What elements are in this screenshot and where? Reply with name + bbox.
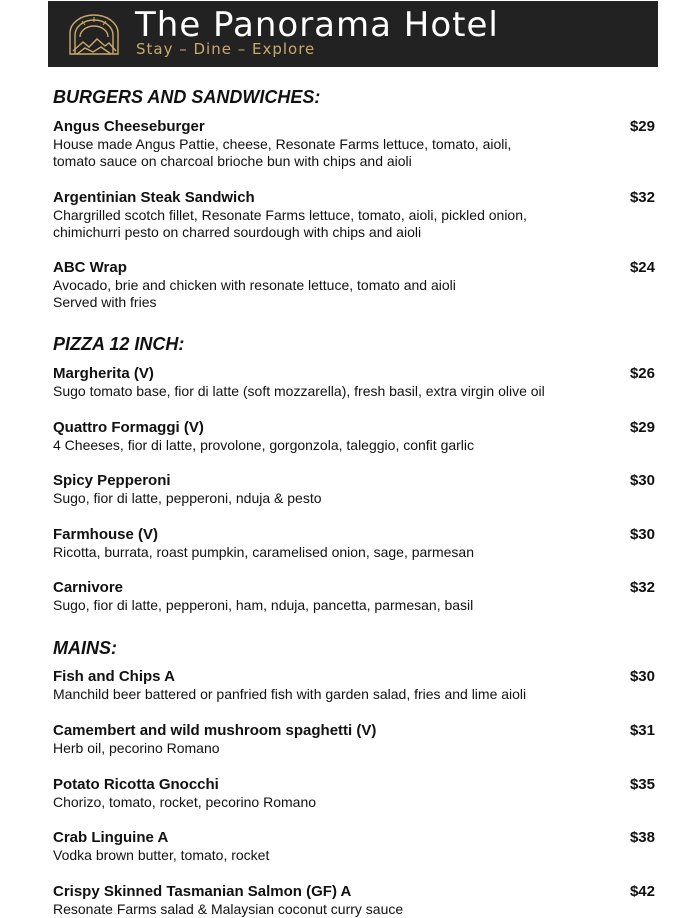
section-title-mains: MAINS: [53, 638, 117, 658]
menu-item [53, 722, 658, 757]
item-price: $38 [629, 829, 655, 846]
item-price: $29 [629, 419, 655, 436]
item-description: Sugo, fior di latte, pepperoni, nduja & pesto [53, 490, 322, 506]
hotel-title: The Panorama Hotel [135, 5, 499, 45]
menu-item [53, 189, 658, 241]
item-price: $29 [629, 118, 655, 135]
item-price: $26 [629, 365, 655, 382]
item-name: ABC Wrap [53, 259, 127, 276]
menu-item [53, 883, 658, 918]
menu-item [53, 365, 658, 400]
hotel-header [48, 1, 658, 67]
item-description: Avocado, brie and chicken with resonate lettuce, tomato and aioli Served with fries [53, 277, 456, 310]
item-name: Spicy Pepperoni [53, 472, 171, 489]
menu-item [53, 829, 658, 864]
item-price: $31 [629, 722, 655, 739]
menu-item [53, 118, 658, 170]
item-description: Chargrilled scotch fillet, Resonate Farms lettuce, tomato, aioli, pickled onion, chimichurri pesto on charred sourdough with chips and aioli [53, 207, 527, 240]
item-description: Manchild beer battered or panfried fish with garden salad, fries and lime aioli [53, 686, 527, 702]
section-title-burgers: BURGERS AND SANDWICHES: [53, 87, 321, 107]
item-name: Crispy Skinned Tasmanian Salmon (GF) A [53, 883, 352, 900]
menu-item [53, 668, 658, 703]
item-description: Sugo tomato base, fior di latte (soft mozzarella), fresh basil, extra virgin olive oil [53, 383, 545, 399]
item-description: Vodka brown butter, tomato, rocket [53, 847, 270, 863]
item-price: $24 [629, 259, 655, 276]
item-description: 4 Cheeses, fior di latte, provolone, gorgonzola, taleggio, confit garlic [53, 437, 475, 453]
item-name: Crab Linguine A [53, 829, 169, 846]
item-description: House made Angus Pattie, cheese, Resonate Farms lettuce, tomato, aioli, tomato sauce on charcoal brioche bun with chips and aioli [53, 136, 512, 169]
item-price: $32 [629, 189, 655, 206]
item-description: Ricotta, burrata, roast pumpkin, caramelised onion, sage, parmesan [53, 544, 474, 560]
menu-item [53, 419, 658, 454]
item-price: $42 [629, 883, 655, 900]
menu-item [53, 259, 658, 311]
item-price: $30 [629, 526, 655, 543]
item-name: Quattro Formaggi (V) [53, 419, 204, 436]
item-price: $30 [629, 668, 655, 685]
item-description: Herb oil, pecorino Romano [53, 740, 220, 756]
item-description: Resonate Farms salad & Malaysian coconut curry sauce [53, 901, 404, 917]
item-name: Farmhouse (V) [53, 526, 159, 543]
section-title-pizza: PIZZA 12 INCH: [53, 334, 185, 354]
sunrise-mountain-logo [67, 13, 121, 56]
item-price: $30 [629, 472, 655, 489]
menu-item [53, 526, 658, 561]
item-name: Fish and Chips A [53, 668, 175, 685]
item-price: $35 [629, 776, 655, 793]
hotel-tagline: Stay – Dine – Explore [136, 40, 316, 58]
item-name: Margherita (V) [53, 365, 154, 382]
item-name: Carnivore [53, 579, 124, 596]
item-name: Argentinian Steak Sandwich [53, 189, 255, 206]
item-name: Angus Cheeseburger [53, 118, 205, 135]
item-name: Camembert and wild mushroom spaghetti (V) [53, 722, 377, 739]
item-description: Sugo, fior di latte, pepperoni, ham, nduja, pancetta, parmesan, basil [53, 597, 474, 613]
menu-item [53, 776, 658, 811]
item-name: Potato Ricotta Gnocchi [53, 776, 219, 793]
menu-item [53, 579, 658, 614]
item-price: $32 [629, 579, 655, 596]
item-description: Chorizo, tomato, rocket, pecorino Romano [53, 794, 317, 810]
menu-item [53, 472, 658, 507]
